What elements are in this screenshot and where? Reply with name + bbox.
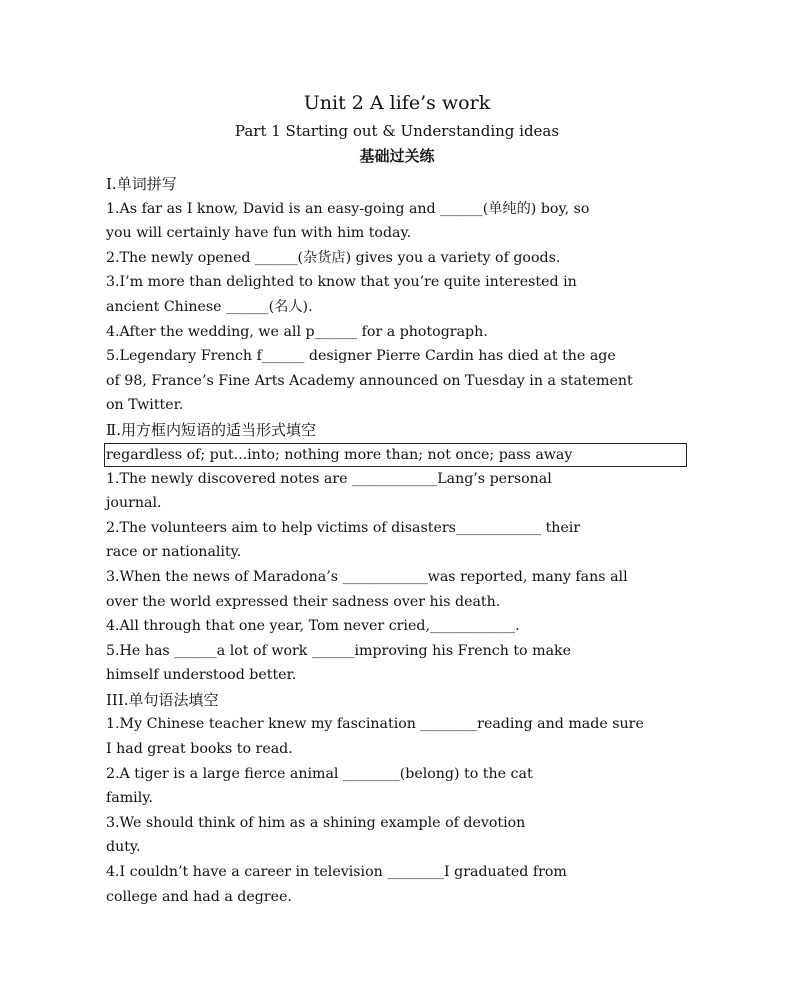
text-line: 4.I couldn’t have a career in television ________I graduated from [106, 864, 567, 881]
text-line: college and had a degree. [106, 888, 292, 905]
text-line: 2.The newly opened ______(杂货店) gives you a variety of goods. [106, 249, 561, 266]
phrase-box: regardless of; put...into; nothing more than; not once; pass away [104, 443, 687, 467]
text-line: family. [106, 790, 153, 807]
text-line: of 98, France’s Fine Arts Academy announced on Tuesday in a statement [106, 372, 633, 389]
unit-title: Unit 2 A life’s work [303, 92, 491, 114]
text-line: 2.The volunteers aim to help victims of disasters____________ their [106, 519, 581, 536]
text-line: 2.A tiger is a large fierce animal ________(belong) to the cat [106, 765, 533, 782]
text-line: 4.All through that one year, Tom never cried,____________. [106, 618, 520, 635]
text-line: you will certainly have fun with him today. [106, 225, 412, 242]
text-line: 4.After the wedding, we all p______ for a photograph. [106, 323, 488, 340]
text-line: duty. [106, 839, 141, 856]
text-line: 1.As far as I know, David is an easy-going and ______(单纯的) boy, so [106, 200, 590, 217]
exercise-heading: 基础过关练 [359, 147, 435, 165]
text-line: journal. [106, 495, 162, 512]
text-line: race or nationality. [106, 544, 242, 561]
text-line: 3.I’m more than delighted to know that you’re quite interested in [106, 274, 577, 291]
text-line: on Twitter. [106, 397, 184, 414]
exercise-body [106, 172, 690, 909]
text-line: 1.My Chinese teacher knew my fascination ________reading and made sure [106, 716, 644, 733]
section-heading: III.单句语法填空 [106, 690, 219, 709]
text-line: 1.The newly discovered notes are ____________Lang’s personal [106, 470, 552, 487]
text-line: 3.We should think of him as a shining example of devotion [106, 814, 526, 831]
part-subtitle: Part 1 Starting out & Understanding ideas [234, 122, 560, 140]
section-heading: Ⅱ.用方框内短语的适当形式填空 [106, 420, 316, 439]
text-line: I had great books to read. [106, 741, 293, 758]
text-line: 5.Legendary French f______ designer Pierre Cardin has died at the age [106, 348, 616, 365]
text-line: over the world expressed their sadness over his death. [106, 593, 501, 610]
text-line: 3.When the news of Maradona’s ____________was reported, many fans all [106, 568, 628, 585]
text-line: himself understood better. [106, 667, 297, 684]
section-heading: Ⅰ.单词拼写 [106, 175, 177, 193]
text-line: ancient Chinese ______(名人). [106, 298, 313, 315]
text-line: 5.He has ______a lot of work ______improving his French to make [106, 642, 572, 659]
